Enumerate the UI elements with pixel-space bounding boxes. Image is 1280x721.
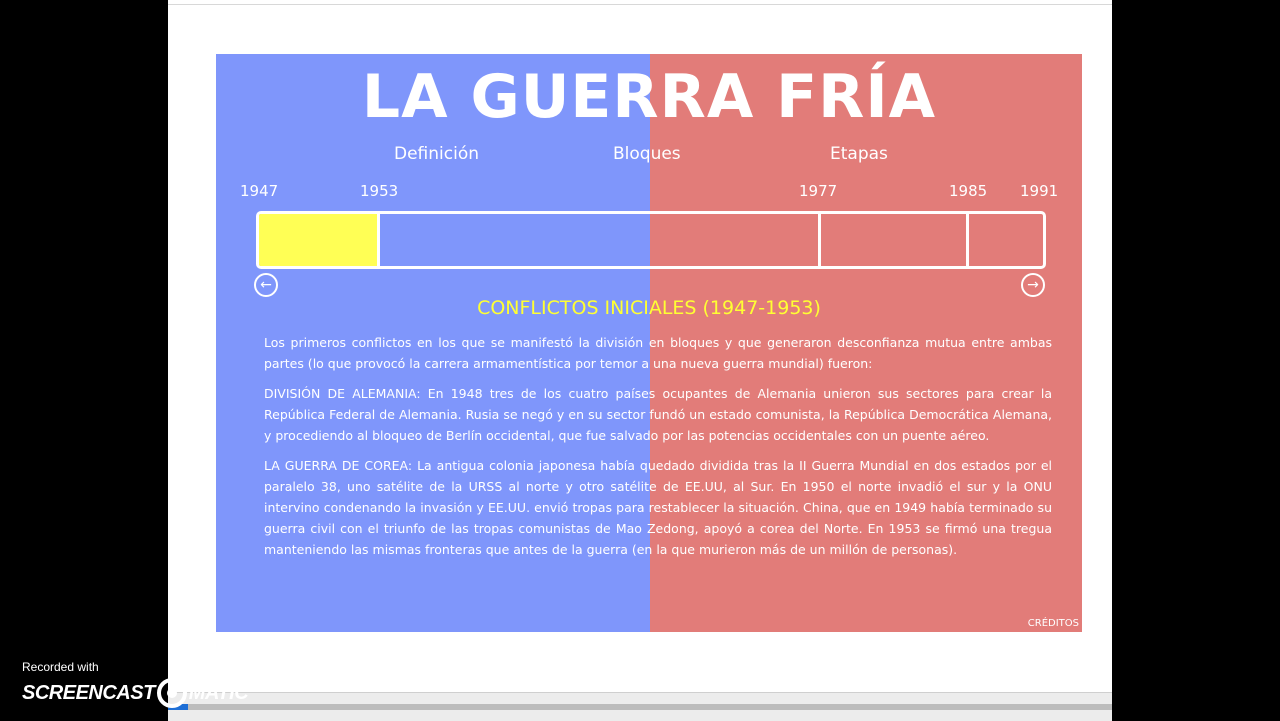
arrow-left-icon: ← [260, 277, 272, 293]
page-top-divider [168, 4, 1112, 5]
slide [216, 54, 1082, 632]
prev-arrow-button[interactable] [254, 273, 278, 297]
record-icon [157, 678, 187, 708]
watermark-recorded-with: Recorded with [22, 660, 99, 674]
timeline-segment-1953-1977[interactable] [380, 214, 821, 266]
nav-etapas[interactable]: Etapas [830, 144, 888, 164]
year-label-1947: 1947 [240, 182, 279, 200]
year-label-1953: 1953 [360, 182, 399, 200]
content-paragraph-corea: LA GUERRA DE COREA: La antigua colonia japonesa había quedado dividida tras la II Guerra Mundial en dos estados por el paralelo 38, uno satélite de la URSS al norte y otro satélite de EE.UU, al Sur. En 1950 el norte invadió el sur y la ONU intervino condenando la invasión y EE.UU. envió tropas para restablecer la situación. China, que en 1949 había terminado su guerra civil con el triunfo de las tropas comunistas de Mao Zedong, apoyó a corea del Norte. En 1953 se firmó una tregua manteniendo las mismas fronteras que antes de la guerra (en la que murieron más de un millón de personas). [264, 458, 1052, 557]
content-paragraph-intro: Los primeros conflictos en los que se manifestó la división en bloques y que generaron desconfianza mutua entre ambas partes (lo que provocó la carrera armamentística por temor a una nueva guerra mundial) fueron: [264, 335, 1052, 371]
screencastomatic-logo [22, 678, 248, 708]
slide-content [264, 332, 1052, 569]
arrow-right-icon: → [1027, 277, 1039, 293]
slide-title: LA GUERRA FRÍA [361, 62, 937, 132]
content-paragraph-alemania: DIVISIÓN DE ALEMANIA: En 1948 tres de los cuatro países ocupantes de Alemania unieron sus sectores para crear la República Federal de Alemania. Rusia se negó y en su sector fundó un estado comunista, la República Democrática Alemana, y procediendo al bloqueo de Berlín occidental, que fue salvado por las potencias occidentales con un puente aéreo. [264, 386, 1052, 443]
year-label-1985: 1985 [949, 182, 988, 200]
timeline-segment-1947-1953[interactable] [259, 214, 380, 266]
credits-link[interactable]: CRÉDITOS [1027, 618, 1079, 629]
section-title: CONFLICTOS INICIALES (1947-1953) [477, 297, 821, 319]
horizontal-scrollbar[interactable] [168, 704, 1112, 710]
year-label-1991: 1991 [1020, 182, 1059, 200]
logo-text-right: MATIC [188, 681, 249, 704]
nav-bloques[interactable]: Bloques [613, 144, 681, 164]
timeline-segment-1977-1985[interactable] [821, 214, 969, 266]
logo-text-left: SCREENCAST [22, 681, 155, 704]
next-arrow-button[interactable] [1021, 273, 1045, 297]
nav-definicion[interactable]: Definición [394, 144, 479, 164]
year-label-1977: 1977 [799, 182, 838, 200]
timeline-bar [256, 211, 1046, 269]
timeline-segment-1985-1991[interactable] [969, 214, 1043, 266]
